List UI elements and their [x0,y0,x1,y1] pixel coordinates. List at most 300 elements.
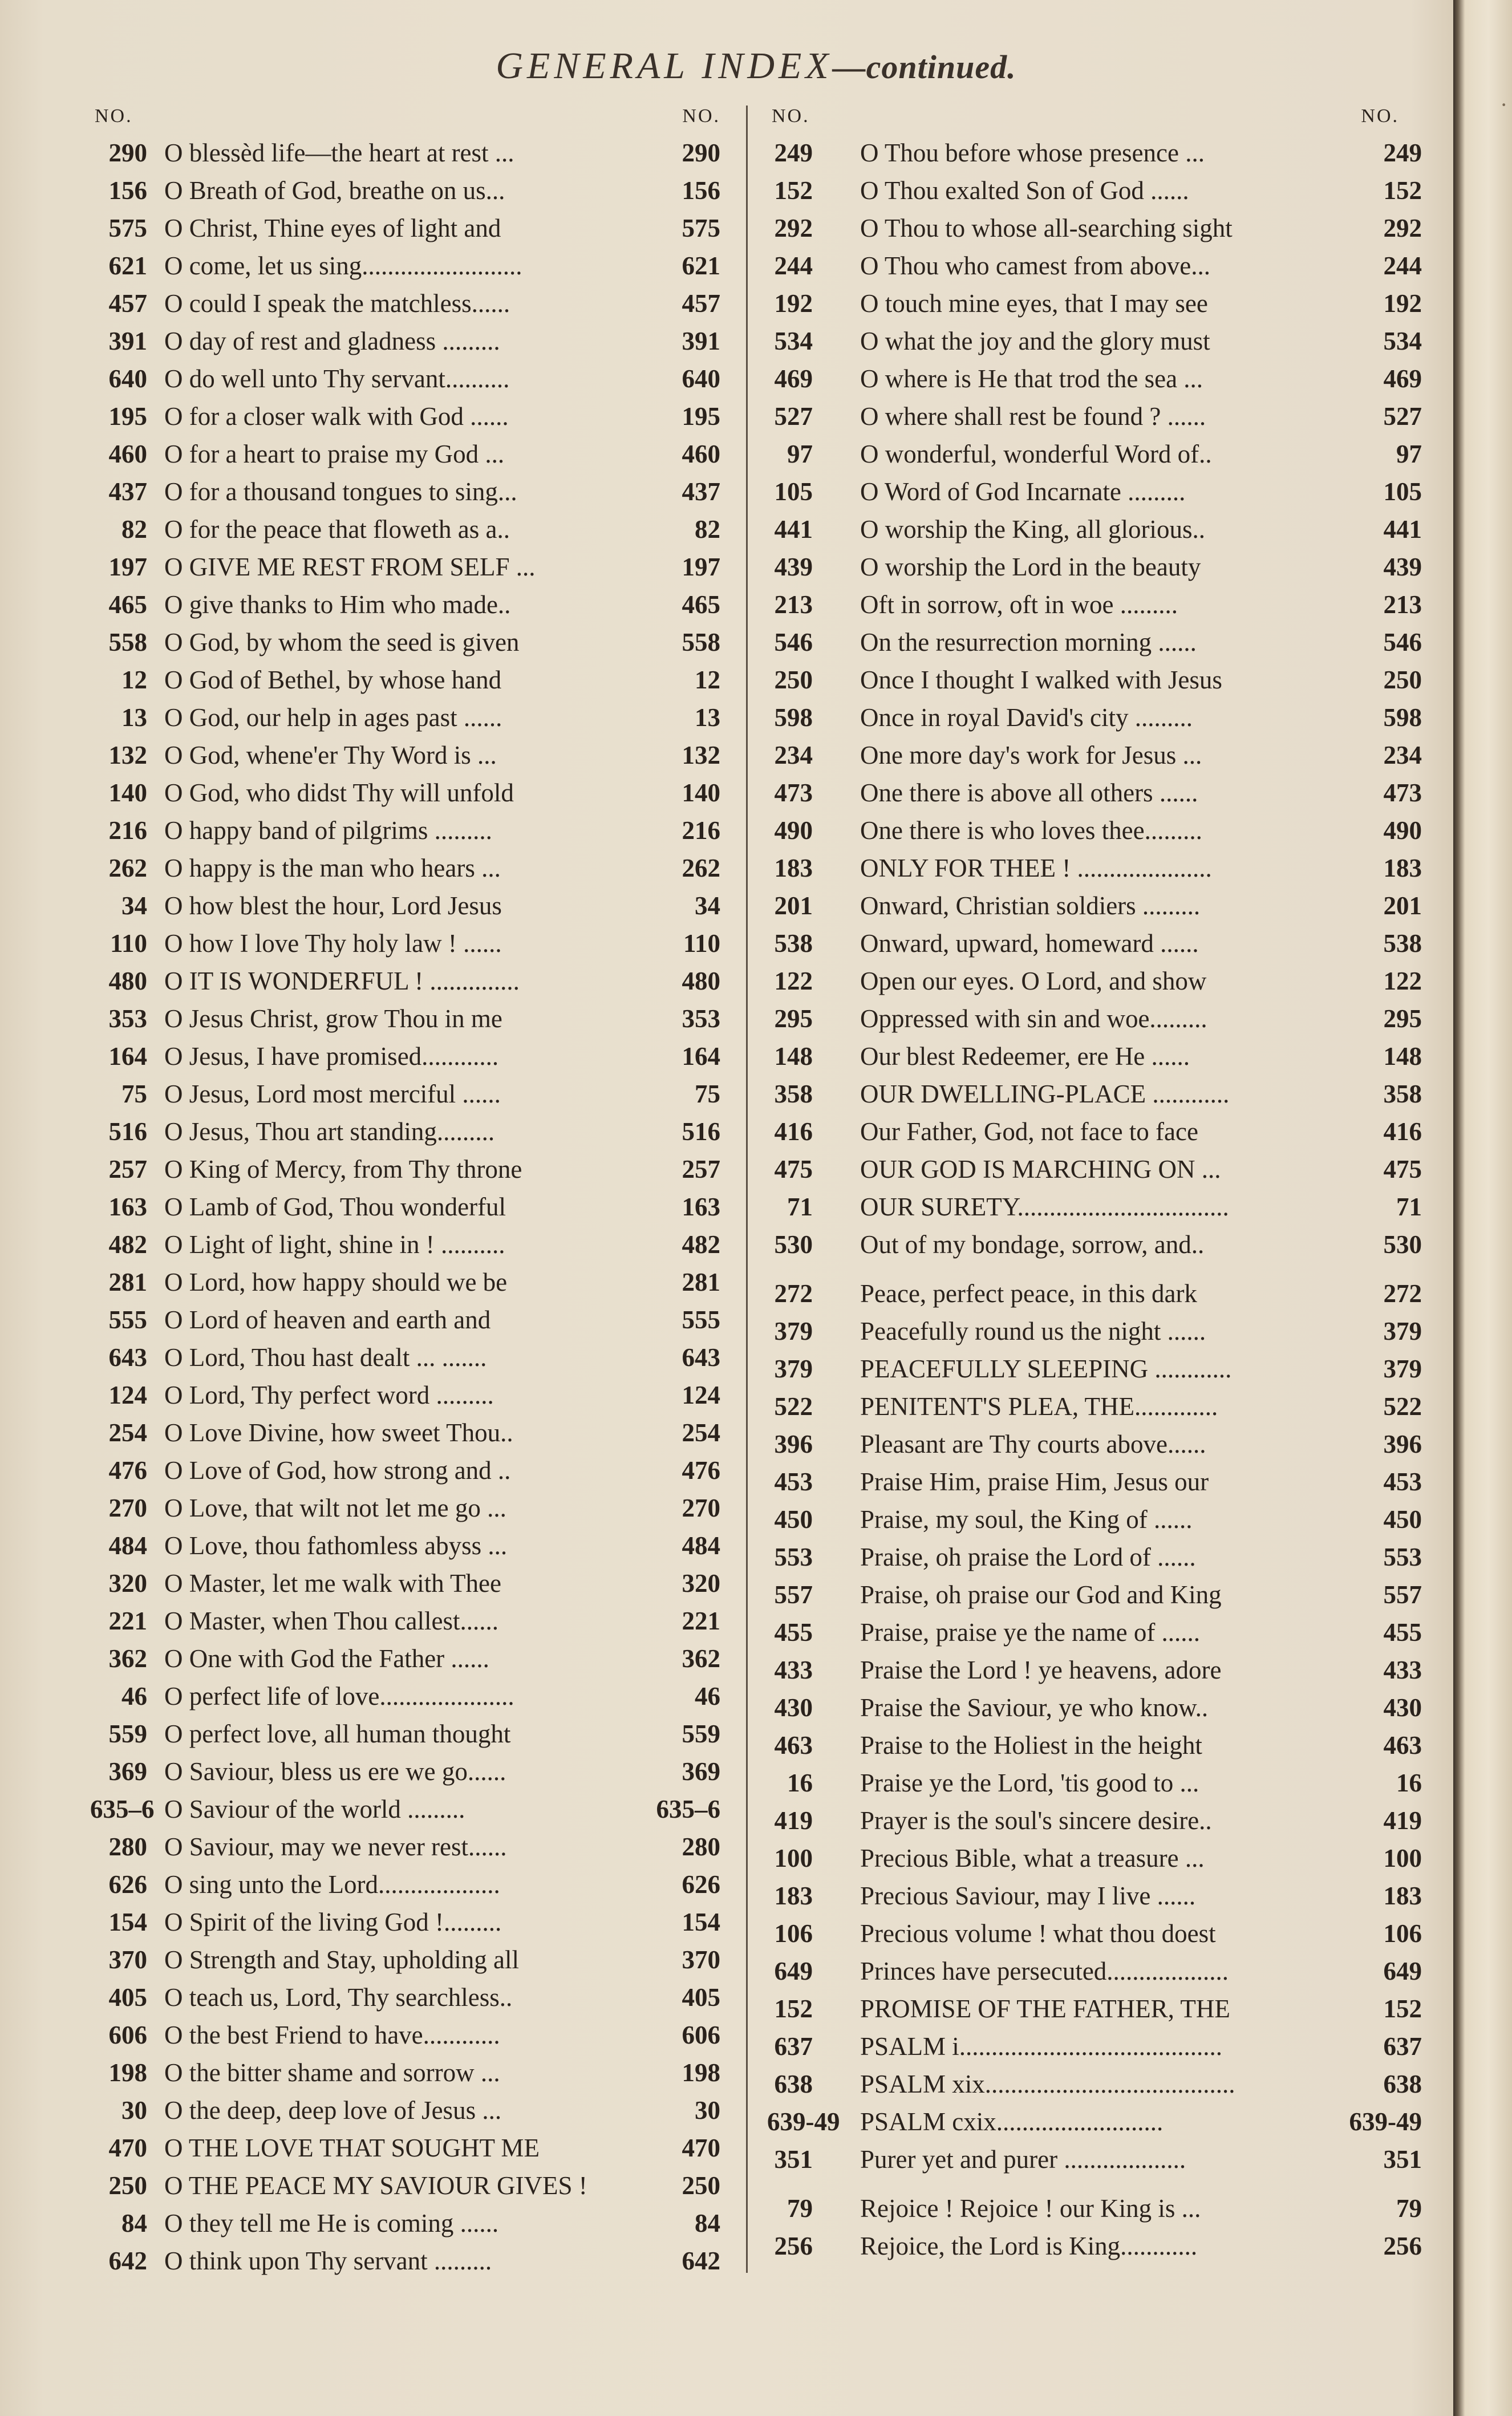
hymn-number-right: 124 [682,1381,720,1409]
hymn-number-right: 637 [1383,2032,1422,2061]
hymn-first-line: O Love of God, how strong and .. [164,1456,511,1485]
index-entry [767,962,1422,1000]
index-entry [767,774,1422,812]
hymn-number-right: 353 [682,1004,720,1033]
index-entry [767,285,1422,322]
index-entry [90,398,720,435]
hymn-first-line: O the deep, deep love of Jesus ... [164,2096,502,2125]
index-entry [767,887,1422,925]
hymn-number: 280 [108,1833,147,1861]
hymn-number-right: 638 [1383,2070,1422,2098]
index-entry [767,1538,1422,1576]
hymn-first-line: O Master, when Thou callest...... [164,1607,498,1635]
hymn-number: 197 [108,553,147,581]
index-entry [90,2167,720,2204]
hymn-number-right: 559 [682,1720,720,1748]
hymn-number: 97 [787,440,813,468]
index-entry [767,1463,1422,1501]
hymn-number: 152 [774,176,813,205]
index-entry [90,1376,720,1414]
hymn-number: 183 [774,1882,813,1910]
index-entry [90,1640,720,1677]
hymn-number: 391 [108,327,147,355]
hymn-first-line: One there is who loves thee......... [860,816,1202,845]
hymn-number: 643 [108,1343,147,1372]
index-entry [90,1452,720,1489]
hymn-number-right: 71 [1396,1193,1422,1221]
index-entry [90,322,720,360]
hymn-number-right: 470 [682,2134,720,2162]
hymn-number: 254 [108,1418,147,1447]
hymn-number: 635–6 [90,1795,155,1823]
index-entry [767,623,1422,661]
hymn-first-line: Peace, perfect peace, in this dark [860,1279,1197,1308]
hymn-number: 110 [110,929,147,958]
index-entry [767,134,1422,172]
hymn-first-line: O God, whene'er Thy Word is ... [164,741,497,769]
hymn-number-right: 453 [1383,1468,1422,1496]
index-entry [90,1866,720,1903]
index-entry [767,322,1422,360]
hymn-number: 379 [774,1317,813,1345]
hymn-first-line: Precious Saviour, may I live ...... [860,1882,1196,1910]
hymn-number: 79 [787,2194,813,2223]
hymn-first-line: O give thanks to Him who made.. [164,590,511,619]
index-entry [767,661,1422,699]
index-entry [767,2141,1422,2178]
index-entry [90,247,720,285]
hymn-number-right: 250 [682,2171,720,2200]
hymn-number: 490 [774,816,813,845]
hymn-number-right: 216 [682,816,720,845]
hymn-number: 621 [108,252,147,280]
hymn-first-line: O Thou exalted Son of God ...... [860,176,1189,205]
hymn-number-right: 606 [682,2021,720,2049]
index-entry [767,1651,1422,1689]
hymn-number: 538 [774,929,813,958]
hymn-first-line: Praise Him, praise Him, Jesus our [860,1468,1209,1496]
hymn-number: 369 [108,1757,147,1786]
hymn-number-right: 405 [682,1983,720,2012]
hymn-first-line: O God, our help in ages past ...... [164,703,502,732]
hymn-first-line: Our blest Redeemer, ere He ...... [860,1042,1190,1071]
hymn-number: 441 [774,515,813,544]
hymn-number-right: 643 [682,1343,720,1372]
hymn-number-right: 546 [1383,628,1422,656]
hymn-number: 379 [774,1355,813,1383]
hymn-number-right: 244 [1383,252,1422,280]
hymn-number-right: 213 [1383,590,1422,619]
index-entry [90,661,720,699]
hymn-first-line: O Love Divine, how sweet Thou.. [164,1418,513,1447]
hymn-number: 476 [108,1456,147,1485]
hymn-number-right: 379 [1383,1317,1422,1345]
hymn-number-right: 450 [1383,1505,1422,1534]
index-entry [90,1790,720,1828]
hymn-number: 34 [121,891,147,920]
hymn-number-right: 257 [682,1155,720,1183]
hymn-first-line: Rejoice, the Lord is King............ [860,2232,1198,2260]
hymn-first-line: Precious volume ! what thou doest [860,1919,1216,1948]
hymn-number-right: 201 [1383,891,1422,920]
hymn-number-right: 534 [1383,327,1422,355]
index-entry [90,134,720,172]
hymn-first-line: PSALM i......................................... [860,2032,1223,2061]
hymn-first-line: O the best Friend to have............ [164,2021,500,2049]
hymn-number: 559 [108,1720,147,1748]
hymn-number: 482 [108,1230,147,1259]
hymn-first-line: O Spirit of the living God !......... [164,1908,502,1936]
hymn-number-right: 262 [682,854,720,882]
hymn-number-right: 530 [1383,1230,1422,1259]
hymn-number-right: 106 [1383,1919,1422,1948]
index-entry [90,473,720,510]
hymn-first-line: O Saviour, bless us ere we go...... [164,1757,506,1786]
index-entry [90,510,720,548]
header-no-right: NO. [1361,106,1399,127]
hymn-first-line: O the bitter shame and sorrow ... [164,2058,500,2087]
hymn-number-right: 416 [1383,1117,1422,1146]
hymn-number: 295 [774,1004,813,1033]
index-entry [767,1226,1422,1263]
index-entry [767,699,1422,736]
header-no-right: NO. [682,106,720,127]
index-entry [767,2103,1422,2141]
hymn-first-line: O IT IS WONDERFUL ! .............. [164,967,520,995]
hymn-first-line: O God, by whom the seed is given [164,628,520,656]
hymn-number: 82 [121,515,147,544]
index-entry [90,887,720,925]
hymn-number: 457 [108,289,147,318]
index-entry [767,1425,1422,1463]
index-entry [90,1188,720,1226]
hymn-first-line: O Thou who camest from above... [860,252,1211,280]
hymn-number-right: 192 [1383,289,1422,318]
hymn-first-line: Once I thought I walked with Jesus [860,666,1222,694]
hymn-number-right: 465 [682,590,720,619]
index-entry [90,1000,720,1037]
index-entry [90,1564,720,1602]
hymn-first-line: OUR DWELLING-PLACE ............ [860,1080,1230,1108]
hymn-first-line: O Breath of God, breathe on us... [164,176,505,205]
hymn-first-line: O Jesus Christ, grow Thou in me [164,1004,502,1033]
index-entry [90,1150,720,1188]
index-entry [767,1388,1422,1425]
index-entry [767,548,1422,586]
hymn-number: 122 [774,967,813,995]
index-entry [767,1188,1422,1226]
hymn-number: 455 [774,1618,813,1647]
index-entry [90,1489,720,1527]
hymn-number: 558 [108,628,147,656]
index-entry [767,2065,1422,2103]
hymn-first-line: Rejoice ! Rejoice ! our King is ... [860,2194,1201,2223]
hymn-number-right: 272 [1383,1279,1422,1308]
hymn-number-right: 475 [1383,1155,1422,1183]
index-entry [767,1000,1422,1037]
hymn-first-line: Pleasant are Thy courts above...... [860,1430,1206,1458]
hymn-number-right: 391 [682,327,720,355]
hymn-number: 292 [774,214,813,242]
hymn-first-line: O Lord, how happy should we be [164,1268,508,1296]
hymn-number-right: 538 [1383,929,1422,958]
hymn-number-right: 16 [1396,1769,1422,1797]
hymn-first-line: Out of my bondage, sorrow, and.. [860,1230,1205,1259]
hymn-number: 626 [108,1870,147,1899]
index-entry [767,247,1422,285]
index-entry [90,1113,720,1150]
hymn-first-line: O Lamb of God, Thou wonderful [164,1193,506,1221]
hymn-number-right: 575 [682,214,720,242]
hymn-number: 154 [108,1908,147,1936]
hymn-number-right: 558 [682,628,720,656]
hymn-number-right: 358 [1383,1080,1422,1108]
hymn-number: 105 [774,477,813,506]
hymn-first-line: O Thou to whose all-searching sight [860,214,1233,242]
hymn-number-right: 480 [682,967,720,995]
index-entry [767,1614,1422,1651]
index-entry [90,1715,720,1753]
hymn-number: 575 [108,214,147,242]
index-entry [90,1301,720,1339]
hymn-number: 484 [108,1531,147,1560]
index-entry [767,1576,1422,1614]
hymn-number: 358 [774,1080,813,1108]
hymn-first-line: O where shall rest be found ? ...... [860,402,1206,431]
hymn-number-right: 482 [682,1230,720,1259]
hymn-number-right: 249 [1383,139,1422,167]
index-entry [90,1037,720,1075]
hymn-number: 46 [121,1682,147,1710]
index-entry [90,1075,720,1113]
hymn-number-right: 250 [1383,666,1422,694]
hymn-number-right: 46 [695,1682,720,1710]
hymn-number: 320 [108,1569,147,1598]
hymn-first-line: O what the joy and the glory must [860,327,1210,355]
index-entry [767,1726,1422,1764]
hymn-first-line: Praise ye the Lord, 'tis good to ... [860,1769,1199,1797]
hymn-first-line: OUR GOD IS MARCHING ON ... [860,1155,1221,1183]
index-entry [767,812,1422,849]
hymn-number-right: 13 [695,703,720,732]
hymn-number-right: 463 [1383,1731,1422,1760]
hymn-number-right: 527 [1383,402,1422,431]
index-entry [767,1312,1422,1350]
hymn-number-right: 156 [682,176,720,205]
hymn-number-right: 105 [1383,477,1422,506]
index-entry [90,586,720,623]
hymn-number: 439 [774,553,813,581]
index-entry [767,510,1422,548]
hymn-number: 416 [774,1117,813,1146]
hymn-first-line: Praise to the Holiest in the height [860,1731,1202,1760]
index-entry [90,812,720,849]
hymn-number-right: 439 [1383,553,1422,581]
hymn-number-right: 555 [682,1306,720,1334]
hymn-first-line: O God of Bethel, by whose hand [164,666,502,694]
hymn-first-line: Praise the Saviour, ye who know.. [860,1693,1209,1722]
index-entry [767,1802,1422,1839]
index-entry [90,1903,720,1941]
hymn-number: 353 [108,1004,147,1033]
index-entry [767,1075,1422,1113]
hymn-number-right: 433 [1383,1656,1422,1684]
hymn-first-line: O Lord, Thou hast dealt ... ....... [164,1343,487,1372]
index-entry [767,1689,1422,1726]
hymn-first-line: O Saviour, may we never rest...... [164,1833,507,1861]
hymn-number-right: 441 [1383,515,1422,544]
index-entry [767,360,1422,398]
hymn-first-line: PSALM xix....................................... [860,2070,1235,2098]
hymn-number: 640 [108,364,147,393]
hymn-number: 557 [774,1580,813,1609]
hymn-number: 75 [121,1080,147,1108]
index-entry [90,2129,720,2167]
hymn-number: 132 [108,741,147,769]
hymn-first-line: PENITENT'S PLEA, THE............. [860,1392,1218,1421]
header-no-left: NO. [772,106,810,127]
hymn-first-line: O One with God the Father ...... [164,1644,489,1673]
hymn-number: 430 [774,1693,813,1722]
hymn-number-right: 152 [1383,176,1422,205]
hymn-first-line: Our Father, God, not face to face [860,1117,1198,1146]
index-entry [767,2028,1422,2065]
index-entry [90,172,720,209]
index-entry [90,2091,720,2129]
header-no-left: NO. [95,106,133,127]
hymn-first-line: O Thou before whose presence ... [860,139,1205,167]
hymn-first-line: O day of rest and gladness ......... [164,327,500,355]
hymn-number-right: 379 [1383,1355,1422,1383]
index-entry [767,925,1422,962]
hymn-first-line: O wonderful, wonderful Word of.. [860,440,1212,468]
hymn-number-right: 97 [1396,440,1422,468]
hymn-number-right: 82 [695,515,720,544]
hymn-number-right: 351 [1383,2145,1422,2174]
hymn-number-right: 455 [1383,1618,1422,1647]
hymn-first-line: O worship the Lord in the beauty [860,553,1201,581]
index-entry [767,1350,1422,1388]
index-entry [767,1915,1422,1952]
index-entry [90,360,720,398]
index-entry [767,1501,1422,1538]
hymn-number-right: 132 [682,741,720,769]
hymn-number-right: 557 [1383,1580,1422,1609]
hymn-number-right: 270 [682,1494,720,1522]
hymn-number-right: 621 [682,252,720,280]
index-entry [90,209,720,247]
hymn-number: 13 [121,703,147,732]
hymn-number: 480 [108,967,147,995]
index-entry [767,2227,1422,2265]
hymn-number-right: 320 [682,1569,720,1598]
hymn-first-line: O Jesus, I have promised............ [164,1042,499,1071]
hymn-number: 639-49 [767,2107,840,2136]
hymn-first-line: O Love, thou fathomless abyss ... [164,1531,508,1560]
hymn-number: 396 [774,1430,813,1458]
hymn-number: 221 [108,1607,147,1635]
index-entry [90,1677,720,1715]
hymn-number: 163 [108,1193,147,1221]
index-entry [90,1226,720,1263]
hymn-first-line: O touch mine eyes, that I may see [860,289,1208,318]
hymn-number-right: 256 [1383,2232,1422,2260]
hymn-first-line: O blessèd life—the heart at rest ... [164,139,514,167]
hymn-number: 530 [774,1230,813,1259]
hymn-number: 234 [774,741,813,769]
hymn-number: 156 [108,176,147,205]
hymn-number: 270 [108,1494,147,1522]
hymn-number: 527 [774,402,813,431]
index-entry [767,1037,1422,1075]
hymn-first-line: O do well unto Thy servant.......... [164,364,510,393]
hymn-first-line: Oft in sorrow, oft in woe ......... [860,590,1178,619]
hymn-number: 249 [774,139,813,167]
hymn-first-line: Praise, oh praise the Lord of ...... [860,1543,1196,1571]
hymn-number: 642 [108,2247,147,2275]
index-entry [767,736,1422,774]
hymn-number-right: 419 [1383,1806,1422,1835]
page-edge [1453,0,1512,2416]
index-entry [90,1828,720,1866]
hymn-number-right: 362 [682,1644,720,1673]
hymn-first-line: O for a thousand tongues to sing... [164,477,517,506]
section-gap [767,2178,1422,2190]
index-entry [767,1150,1422,1188]
hymn-first-line: O could I speak the matchless...... [164,289,510,318]
hymn-number: 244 [774,252,813,280]
hymn-number: 433 [774,1656,813,1684]
hymn-number-right: 598 [1383,703,1422,732]
hymn-first-line: O perfect life of love..................... [164,1682,514,1710]
hymn-first-line: Once in royal David's city ......... [860,703,1193,732]
hymn-number: 250 [774,666,813,694]
hymn-number: 473 [774,779,813,807]
hymn-number-right: 198 [682,2058,720,2087]
hymn-number-right: 79 [1396,2194,1422,2223]
edge-glyph: · [1500,92,1508,117]
hymn-number-right: 12 [695,666,720,694]
hymn-number-right: 635–6 [656,1795,720,1823]
hymn-number-right: 290 [682,139,720,167]
hymn-first-line: PSALM cxix.......................... [860,2107,1164,2136]
index-entry [90,623,720,661]
hymn-number-right: 437 [682,477,720,506]
hymn-first-line: O Strength and Stay, upholding all [164,1945,520,1974]
index-entry [90,2242,720,2280]
hymn-number-right: 295 [1383,1004,1422,1033]
hymn-number: 370 [108,1945,147,1974]
hymn-first-line: O for a heart to praise my God ... [164,440,505,468]
hymn-number: 250 [108,2171,147,2200]
hymn-number-right: 430 [1383,1693,1422,1722]
hymn-number-right: 476 [682,1456,720,1485]
hymn-first-line: O Jesus, Lord most merciful ...... [164,1080,501,1108]
hymn-number: 637 [774,2032,813,2061]
hymn-number-right: 75 [695,1080,720,1108]
hymn-number-right: 30 [695,2096,720,2125]
hymn-number-right: 221 [682,1607,720,1635]
hymn-first-line: OUR SURETY................................. [860,1193,1229,1221]
hymn-number: 405 [108,1983,147,2012]
hymn-number: 71 [787,1193,813,1221]
hymn-first-line: O think upon Thy servant ......... [164,2247,492,2275]
hymn-number-right: 642 [682,2247,720,2275]
index-entry [90,774,720,812]
hymn-first-line: On the resurrection morning ...... [860,628,1197,656]
hymn-first-line: Praise, my soul, the King of ...... [860,1505,1193,1534]
hymn-number: 290 [108,139,147,167]
